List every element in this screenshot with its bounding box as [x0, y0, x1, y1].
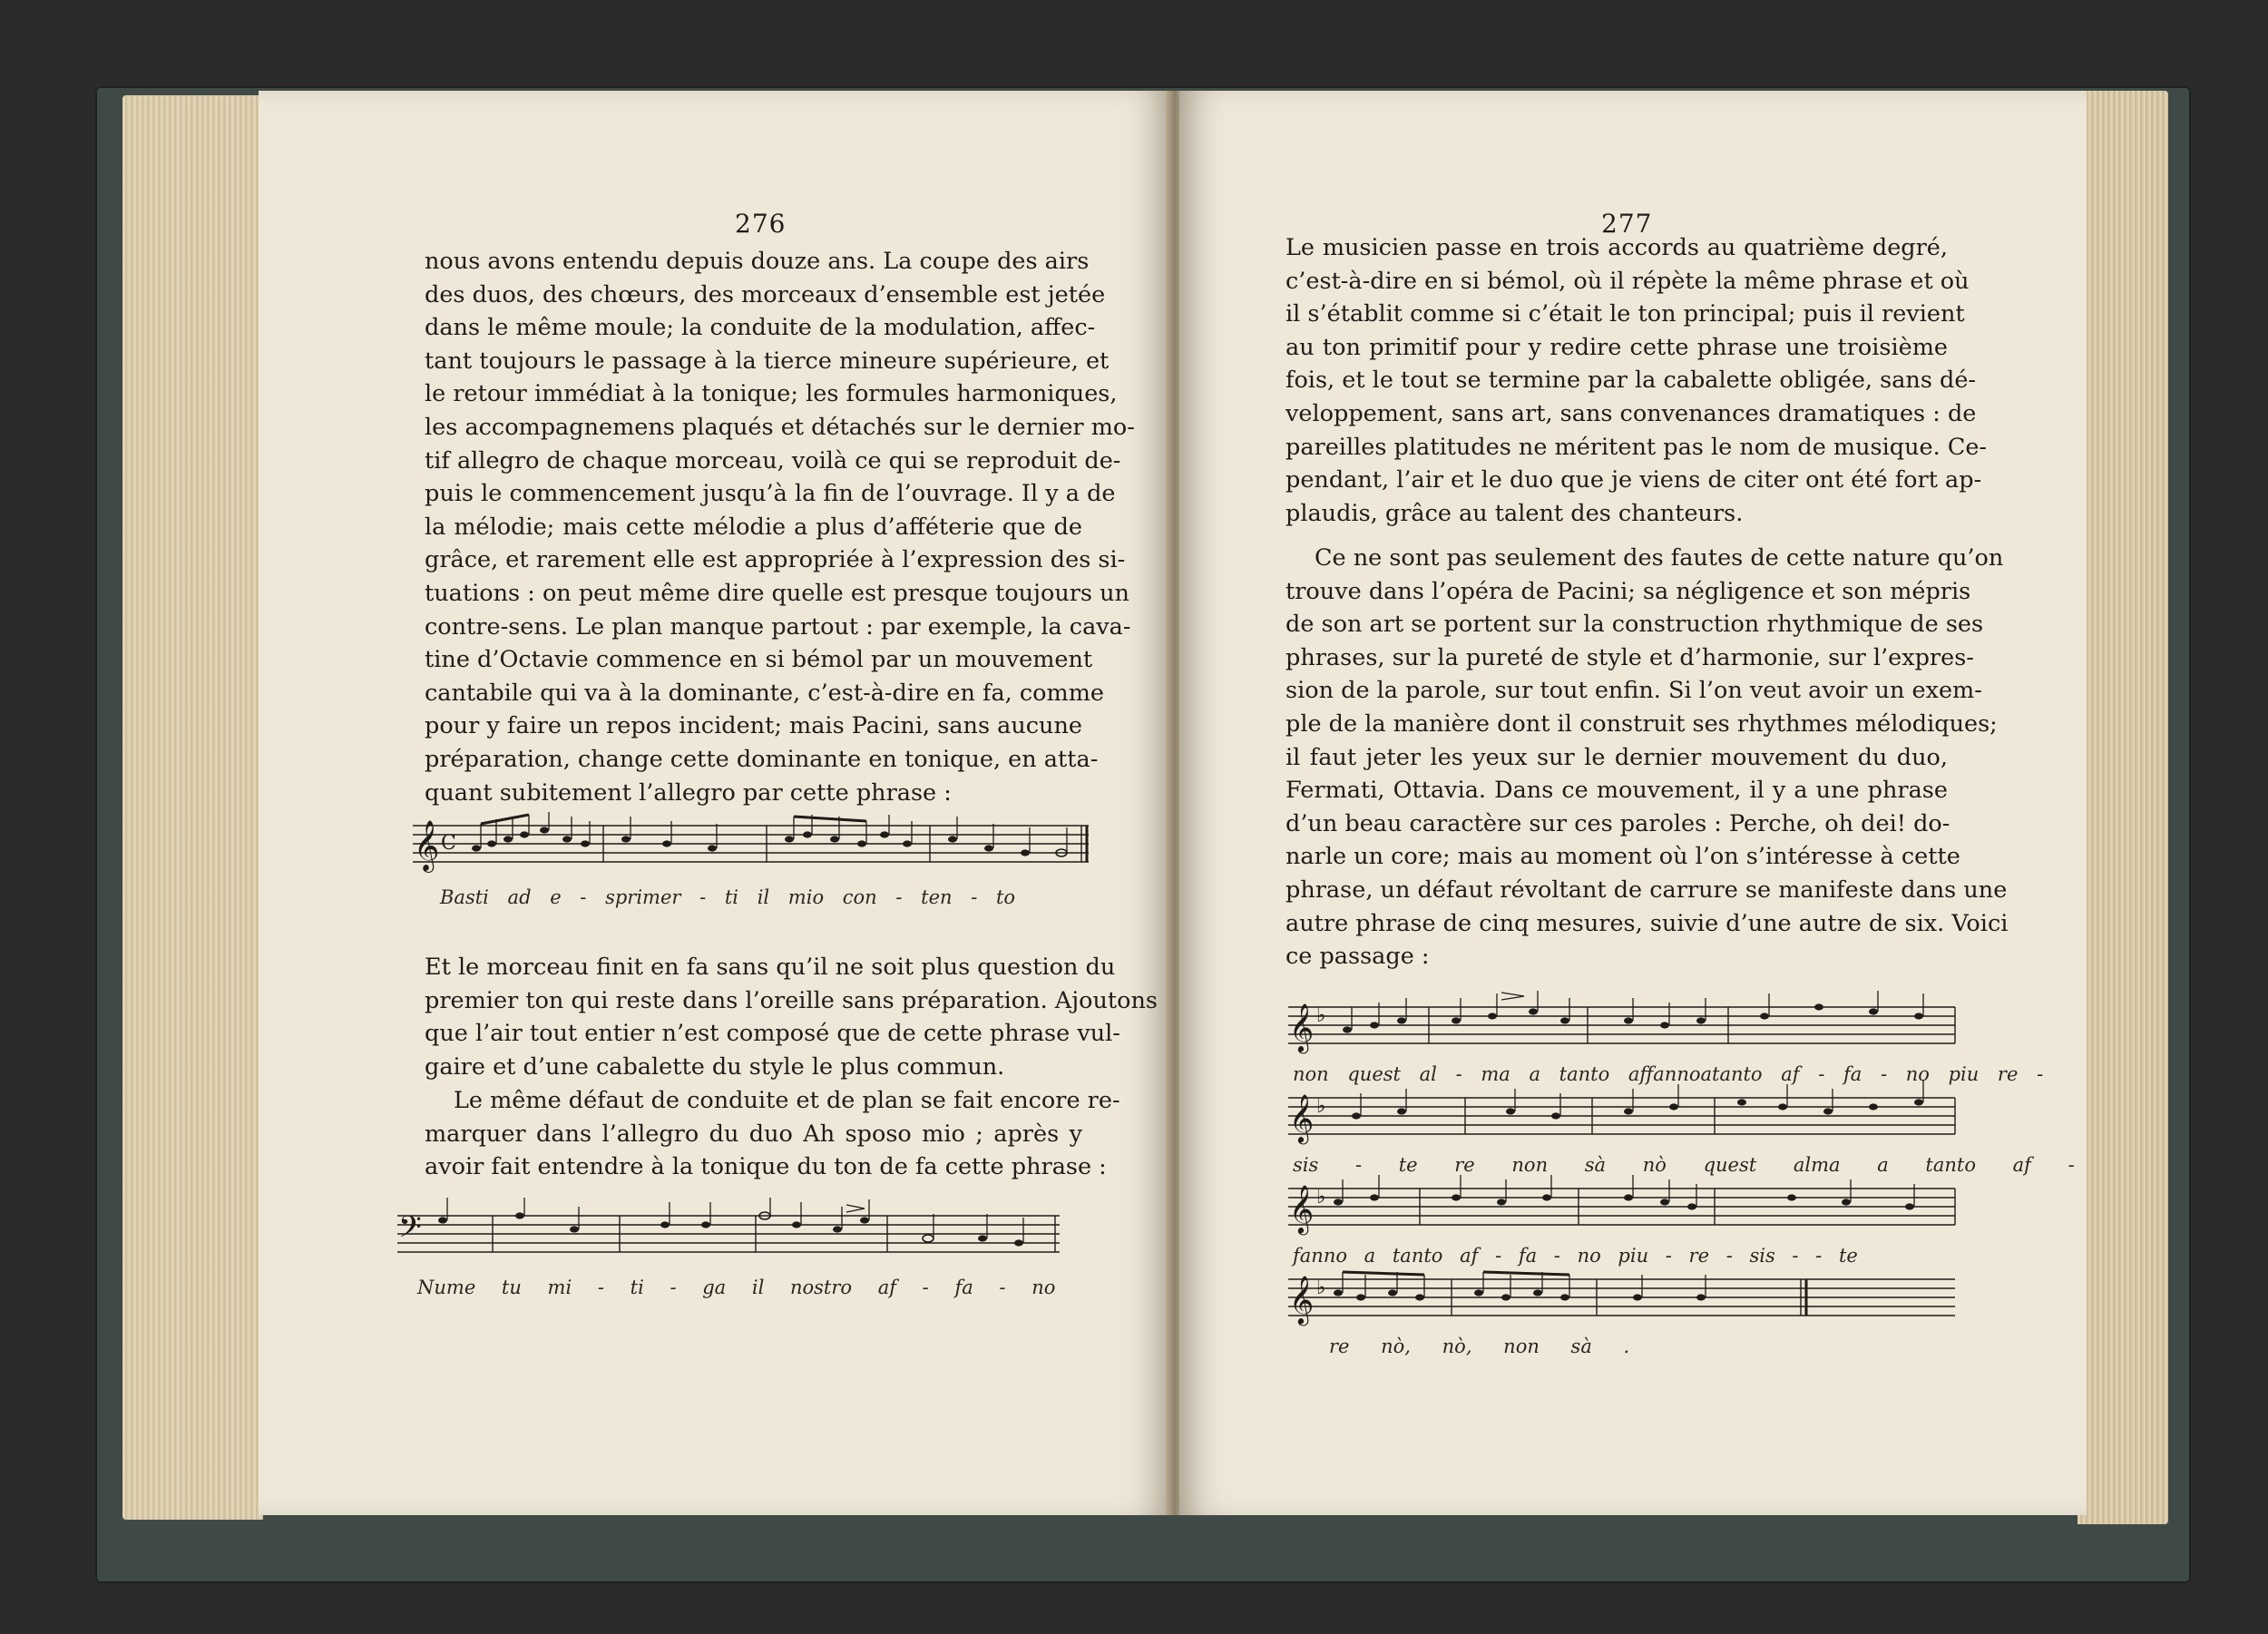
music-example-3-lyric-3: fanno a tanto af - fa - no piu - re - sis - - te [1293, 1245, 1858, 1267]
music-example-3-lyric-2: sis - te re non sà nò quest alma a tanto af - [1293, 1154, 2075, 1176]
left-text-block-3 [425, 1084, 1120, 1184]
text-line: Ce ne sont pas seulement des fautes de cette nature qu’on [1315, 544, 2004, 572]
music-example-3-lyric-1: non quest al - ma a tanto affannoatanto af - fa - no piu re - [1293, 1063, 2044, 1085]
text-line: le retour immédiat à la tonique; les formules harmoniques, [425, 380, 1118, 408]
text-line: avoir fait entendre à la tonique du ton de fa cette phrase : [425, 1153, 1107, 1181]
page-number: 276 [735, 209, 787, 239]
svg-text:♭: ♭ [1316, 1277, 1326, 1299]
right-page-edges [2077, 91, 2168, 1524]
text-line: quant subitement l’allegro par cette phrase : [425, 778, 952, 807]
music-example-1 [408, 807, 1098, 880]
text-line: premier ton qui reste dans l’oreille sans préparation. Ajoutons [425, 986, 1158, 1014]
svg-text:C: C [441, 832, 456, 855]
text-line: la mélodie; mais cette mélodie a plus d’afféterie que de [425, 513, 1082, 541]
text-line: ple de la manière dont il construit ses rhythmes mélodiques; [1286, 709, 1998, 738]
text-line: Le même défaut de conduite et de plan se fait encore re- [454, 1087, 1120, 1114]
svg-text:♭: ♭ [1316, 1004, 1326, 1027]
left-text-block-1 [425, 245, 1135, 809]
text-line: plaudis, grâce au talent des chanteurs. [1286, 499, 1744, 527]
text-line: ce passage : [1286, 943, 1430, 971]
text-line: puis le commencement jusqu’à la fin de l’ouvrage. Il y a de [425, 480, 1116, 508]
left-page [259, 91, 1170, 1515]
text-line: que l’air tout entier n’est composé que de cette phrase vul- [425, 1020, 1120, 1048]
text-line: il faut jeter les yeux sur le dernier mouvement du duo, [1286, 743, 1948, 771]
text-line: tant toujours le passage à la tierce mineure supérieure, et [425, 347, 1110, 375]
text-line: sion de la parole, sur tout enfin. Si l’on veut avoir un exem- [1286, 677, 1982, 705]
text-line: Et le morceau finit en fa sans qu’il ne soit plus question du [425, 954, 1116, 981]
text-line: au ton primitif pour y redire cette phrase une troisième [1286, 333, 1948, 361]
text-line: tine d’Octavie commence en si bémol par un mouvement [425, 646, 1093, 674]
text-line: Le musicien passe en trois accords au quatrième degré, [1286, 234, 1948, 261]
text-line: nous avons entendu depuis douze ans. La coupe des airs [425, 248, 1090, 275]
text-line: grâce, et rarement elle est appropriée à l’expression des si- [425, 546, 1126, 574]
right-page [1179, 91, 2087, 1515]
music-example-2-lyric: Nume tu mi - ti - ga il nostro af - fa - no [417, 1277, 1056, 1298]
svg-text:♭: ♭ [1316, 1186, 1326, 1208]
music-example-3-lyric-4: re nò, nò, non sà . [1329, 1336, 1630, 1357]
text-line: dans le même moule; la conduite de la modulation, affec- [425, 314, 1096, 342]
text-line: il s’établit comme si c’était le ton principal; puis il revient [1286, 300, 1965, 328]
text-line: marquer dans l’allegro du duo Ah sposo mio ; après y [425, 1120, 1082, 1148]
text-line: pendant, l’air et le duo que je viens de citer ont été fort ap- [1286, 466, 1982, 494]
text-line: des duos, des chœurs, des morceaux d’ensemble est jetée [425, 280, 1106, 308]
text-line: trouve dans l’opéra de Pacini; sa négligence et son mépris [1286, 577, 1971, 605]
left-page-edges [122, 95, 263, 1520]
right-text-block-1 [1286, 231, 1988, 530]
right-text-block-2 [1286, 542, 2009, 974]
svg-text:𝄞: 𝄞 [1289, 1093, 1315, 1142]
text-line: c’est-à-dire en si bémol, où il répète la même phrase et où [1286, 267, 1970, 295]
text-line: cantabile qui va à la dominante, c’est-à-dire en fa, comme [425, 679, 1104, 707]
text-line: pareilles platitudes ne méritent pas le nom de musique. Ce- [1286, 433, 1988, 461]
text-line: les accompagnemens plaqués et détachés sur le dernier mo- [425, 413, 1135, 441]
text-line: tif allegro de chaque morceau, voilà ce qui se reproduit de- [425, 446, 1121, 475]
text-line: narle un core; mais au moment où l’on s’intéresse à cette [1286, 843, 1960, 871]
text-line: contre-sens. Le plan manque partout : par exemple, la cava- [425, 612, 1131, 641]
svg-text:𝄢: 𝄢 [398, 1210, 422, 1252]
text-line: préparation, change cette dominante en tonique, en atta- [425, 745, 1099, 773]
svg-text:♭: ♭ [1316, 1095, 1326, 1118]
svg-text:𝄞: 𝄞 [1289, 1184, 1315, 1233]
text-line: phrases, sur la pureté de style et d’harmonie, sur l’expres- [1286, 643, 1974, 671]
svg-text:𝄞: 𝄞 [414, 820, 440, 871]
left-text-block-2 [425, 951, 1158, 1083]
text-line: autre phrase de cinq mesures, suivie d’une autre de six. Voici [1286, 909, 2009, 937]
text-line: veloppement, sans art, sans convenances dramatiques : de [1286, 399, 1977, 427]
text-line: fois, et le tout se termine par la cabalette obligée, sans dé- [1286, 367, 1977, 395]
text-line: tuations : on peut même dire quelle est presque toujours un [425, 579, 1129, 607]
svg-text:𝄞: 𝄞 [1289, 1275, 1315, 1324]
text-line: pour y faire un repos incident; mais Pacini, sans aucune [425, 712, 1082, 740]
music-example-1-lyric: Basti ad e - sprimer - ti il mio con - ten - to [440, 886, 1016, 908]
text-line: d’un beau caractère sur ces paroles : Perche, oh dei! do- [1286, 809, 1950, 837]
text-line: de son art se portent sur la construction rhythmique de ses [1286, 611, 1984, 639]
svg-text:𝄞: 𝄞 [1289, 1003, 1315, 1052]
text-line: phrase, un défaut révoltant de carrure se manifeste dans une [1286, 876, 2008, 904]
text-line: Fermati, Ottavia. Dans ce mouvement, il y a une phrase [1286, 777, 1948, 805]
text-line: gaire et d’une cabalette du style le plus commun. [425, 1052, 1005, 1081]
music-example-2 [393, 1198, 1064, 1270]
page-number: 277 [1601, 209, 1653, 239]
